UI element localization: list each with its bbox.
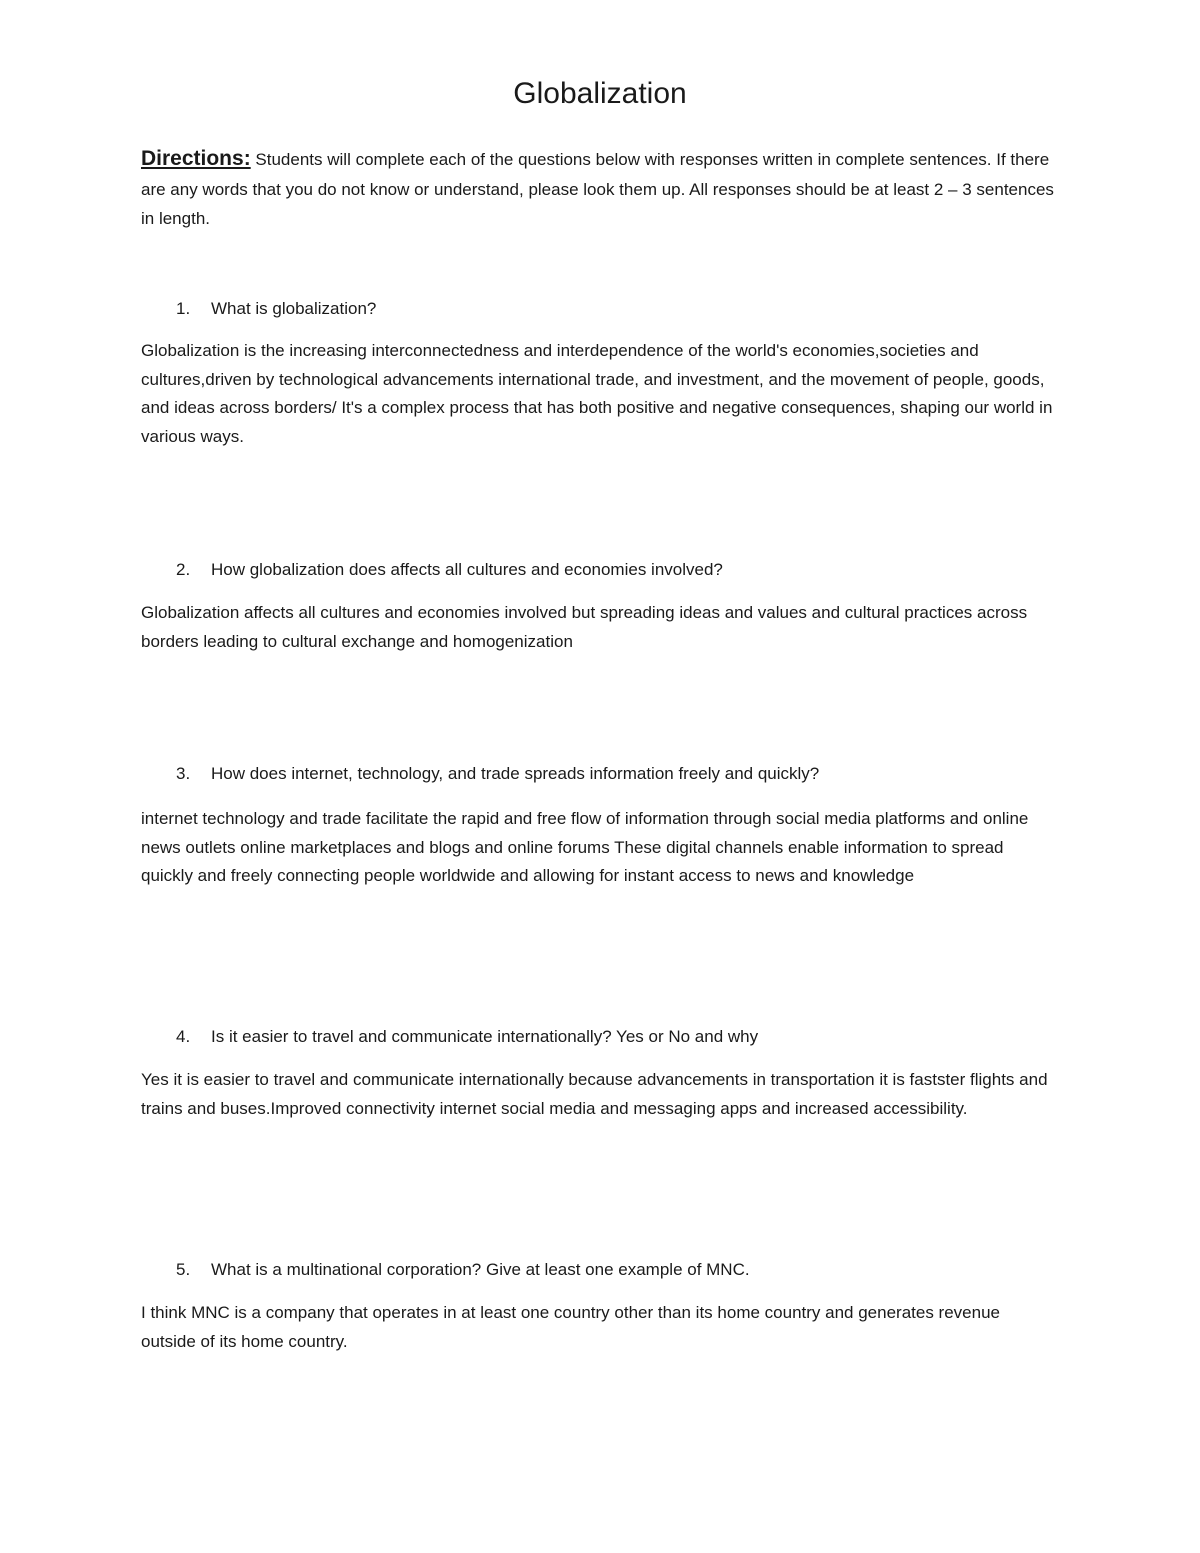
answer-3: internet technology and trade facilitate the rapid and free flow of information through social media platforms and online news outlets online marketplaces and blogs and online forums These digital channels enable information to spread quickly and freely connecting people worldwide and allowing for instant access to news and knowledge xyxy=(141,809,1029,885)
question-4 xyxy=(176,1025,1076,1049)
question-text: What is globalization? xyxy=(211,299,377,318)
answer-5: I think MNC is a company that operates in at least one country other than its home country and generates revenue outside of its home country. xyxy=(141,1303,1000,1351)
directions-text: Students will complete each of the questions below with responses written in complete sentences. If there are any words that you do not know or understand, please look them up. All responses should be at least 2 – 3 sentences in length. xyxy=(141,150,1054,228)
question-text: How does internet, technology, and trade spreads information freely and quickly? xyxy=(211,764,820,783)
question-2 xyxy=(176,558,1076,582)
question-1 xyxy=(176,297,1076,321)
question-number: 4. xyxy=(176,1027,191,1046)
question-text: What is a multinational corporation? Give at least one example of MNC. xyxy=(211,1260,750,1279)
document-title: Globalization xyxy=(513,77,687,110)
directions-label: Directions: xyxy=(141,147,251,170)
question-number: 1. xyxy=(176,299,191,318)
question-text: How globalization does affects all cultures and economies involved? xyxy=(211,560,723,579)
question-text: Is it easier to travel and communicate internationally? Yes or No and why xyxy=(211,1027,759,1046)
question-number: 5. xyxy=(176,1260,191,1279)
answer-2: Globalization affects all cultures and economies involved but spreading ideas and values and cultural practices across borders leading to cultural exchange and homogenization xyxy=(141,603,1028,651)
answer-4: Yes it is easier to travel and communicate internationally because advancements in transportation it is fastster flights and trains and buses.Improved connectivity internet social media and messaging apps and increased accessibility. xyxy=(141,1070,1048,1118)
directions-paragraph xyxy=(141,144,1061,234)
answer-1: Globalization is the increasing interconnectedness and interdependence of the world's economies,societies and cultures,driven by technological advancements international trade, and investment, and the movement of people, goods, and ideas across borders/ It's a complex process that has both positive and negative consequences, shaping our world in various ways. xyxy=(141,341,1053,446)
question-number: 3. xyxy=(176,764,191,783)
question-3 xyxy=(176,762,1076,786)
question-5 xyxy=(176,1258,1076,1282)
question-number: 2. xyxy=(176,560,191,579)
